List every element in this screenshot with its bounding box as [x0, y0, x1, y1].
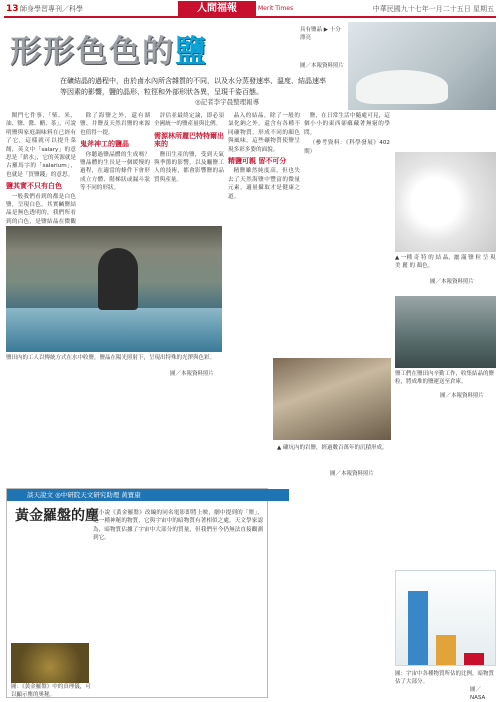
crystal-photo	[395, 152, 496, 252]
col2-paragraph-1: 除了海鹽之外，還有湖鹽、井鹽及天然岩鹽的來源也值得一提。	[80, 113, 150, 136]
salt-workers-photo	[395, 296, 496, 368]
column-band: 談天說文 ◎中研院天文研究助理 黃寶康	[7, 489, 289, 501]
article-column-4	[228, 112, 300, 352]
article-column-1	[6, 112, 76, 225]
col5-paragraph-1: 鹽，在日常生活中隨處可見，這個小小的東西卻蘊藏著無窮的學問。	[304, 113, 390, 136]
crystal-photo-credit: 圖／本報資料照片	[430, 279, 475, 285]
salt-workers-caption: 鹽工們在鹽田內辛勤工作，收集結晶的鹽粒，將成堆的鹽運送至倉庫。	[395, 371, 495, 385]
alethiometer-image	[11, 643, 89, 683]
col1-subheading: 鹽其實不只有白色	[6, 182, 62, 191]
article-title	[10, 26, 310, 72]
col3-paragraph-1: 評估並最終定論，即必須全國統一的鹽產量與比例。	[154, 113, 224, 128]
article-column-3	[154, 112, 224, 222]
title-prefix: 形形色色的	[10, 34, 175, 70]
rock-salt-photo	[273, 358, 391, 440]
col5-reference: （參考資料：《科學發展》402期）	[304, 140, 390, 155]
rock-salt-caption: ▲ 礦坑內的岩鹽，經過數百萬年的沉積形成。	[277, 445, 388, 451]
issue-date: 中華民國九十七年一月二十五日 星期五	[372, 5, 494, 13]
salt-crystal-photo	[348, 22, 496, 110]
section-label: 師身學習專刊／科學	[20, 5, 83, 13]
golden-compass-title: 黃金羅盤的塵	[15, 508, 99, 524]
col3-subheading: 需源林所麗巴特特爾出來的	[154, 131, 224, 149]
col4-subheading: 精鹽可親 留不可分	[228, 157, 287, 166]
salt-field-photo-credit: 圖／本報資料照片	[170, 371, 215, 377]
rock-salt-box	[273, 358, 391, 482]
golden-compass-article	[6, 488, 268, 698]
golden-compass-body: 以小說《黃金羅盤》改編的同名電影即將上映，劇中提到的「塵」，是一種神秘的物質，它與宇宙中的暗物質有著相似之處。天文學家認為，暗物質佔據了宇宙中大部分的質量，但我們至今仍無法直接觀測到它。	[93, 510, 263, 542]
page-number: 13	[6, 4, 19, 14]
col4-paragraph-1: 晶入的結晶，除了一般的氯化鈉之外，還含有各種不同礦物質，形成不同的顏色與風味，這些礦物質使鹽呈現多彩多姿的面貌。	[228, 113, 300, 153]
salt-field-photo-caption: 鹽田內的工人以傳統方式在水中收鹽，鹽晶在陽光照射下，呈現出特殊的光澤與色彩。	[6, 355, 216, 361]
col1-paragraph-1: 閩門七件事，「柴、米、油、鹽、醬、醋、茶」，可說明鹽與家庭調味料在已經有了它，這樣就可以提升菜餚，英文中「salary」的意思是「薪水」，它的英源就是古羅馬字的「salarium」，也就是「買鹽錢」的意思。	[6, 113, 76, 178]
col3-paragraph-2: 鹽田生產的鹽，受到天氣與季節的影響，以及曬鹽工人的技術，都會影響鹽的品質與產量。	[154, 151, 224, 183]
dark-matter-caption: 圖：宇宙中各種物質所佔的比例，暗物質佔了大部分。	[395, 671, 495, 685]
col2-paragraph-2: 你聽過鹽晶體的生成嗎？鹽晶體的生長是一個緩慢的過程，在適當的條件下會形成立方體、階梯狀或漏斗狀等不同的形狀。	[80, 151, 150, 192]
salt-workers-credit: 圖／本報資料照片	[440, 393, 485, 399]
col1-paragraph-2: 一般我們看到的都是白色鹽，呈現白色，其實鹹鹽結晶是無色透明的，我們所看到的白色，是鹽結晶在微觀	[6, 193, 76, 225]
salt-photo-credit: 圖／本報資料照片	[300, 63, 345, 69]
newspaper-logo: 人間福報	[178, 1, 256, 17]
dark-matter-figure	[395, 570, 496, 666]
title-highlight: 鹽	[175, 34, 208, 70]
article-column-2	[80, 112, 150, 222]
col4-paragraph-2: 精鹽雖然純度高，但也失去了天然海鹽中豐富的微量元素，適量攝取才是健康之道。	[228, 168, 300, 200]
newspaper-logo-sub: Merit Times	[258, 5, 294, 12]
alethiometer-caption: 圖：《黃金羅盤》中的真理儀，可以顯示塵的奧秘。	[11, 684, 91, 698]
dark-matter-credit: 圖／NASA	[470, 687, 486, 701]
article-column-5	[304, 112, 390, 352]
reporter-byline: ◎記者李宇晨整理報導	[195, 98, 260, 106]
header-rule	[4, 16, 496, 18]
salt-photo-caption: 具有鹽晶 ▶ 十分漂亮	[300, 27, 341, 41]
crystal-photo-caption: ▲ 一種 奇 特 的 結 晶，灑 滿 鹽 粒 呈 現 美 麗 的 顏色。	[395, 255, 496, 269]
col2-subheading: 鬼斧神工的鹽晶	[80, 140, 129, 149]
article-lead: 在礦結晶的過程中，由於鹵水內所含雜質的不同，以及水分蒸發速率、溫度、結晶速率等因素的影響，鹽的晶形、粒徑和外部形狀各異，呈現千姿百態。	[60, 77, 326, 96]
rock-salt-credit: 圖／本報資料照片	[330, 471, 375, 477]
salt-field-photo	[6, 226, 222, 352]
